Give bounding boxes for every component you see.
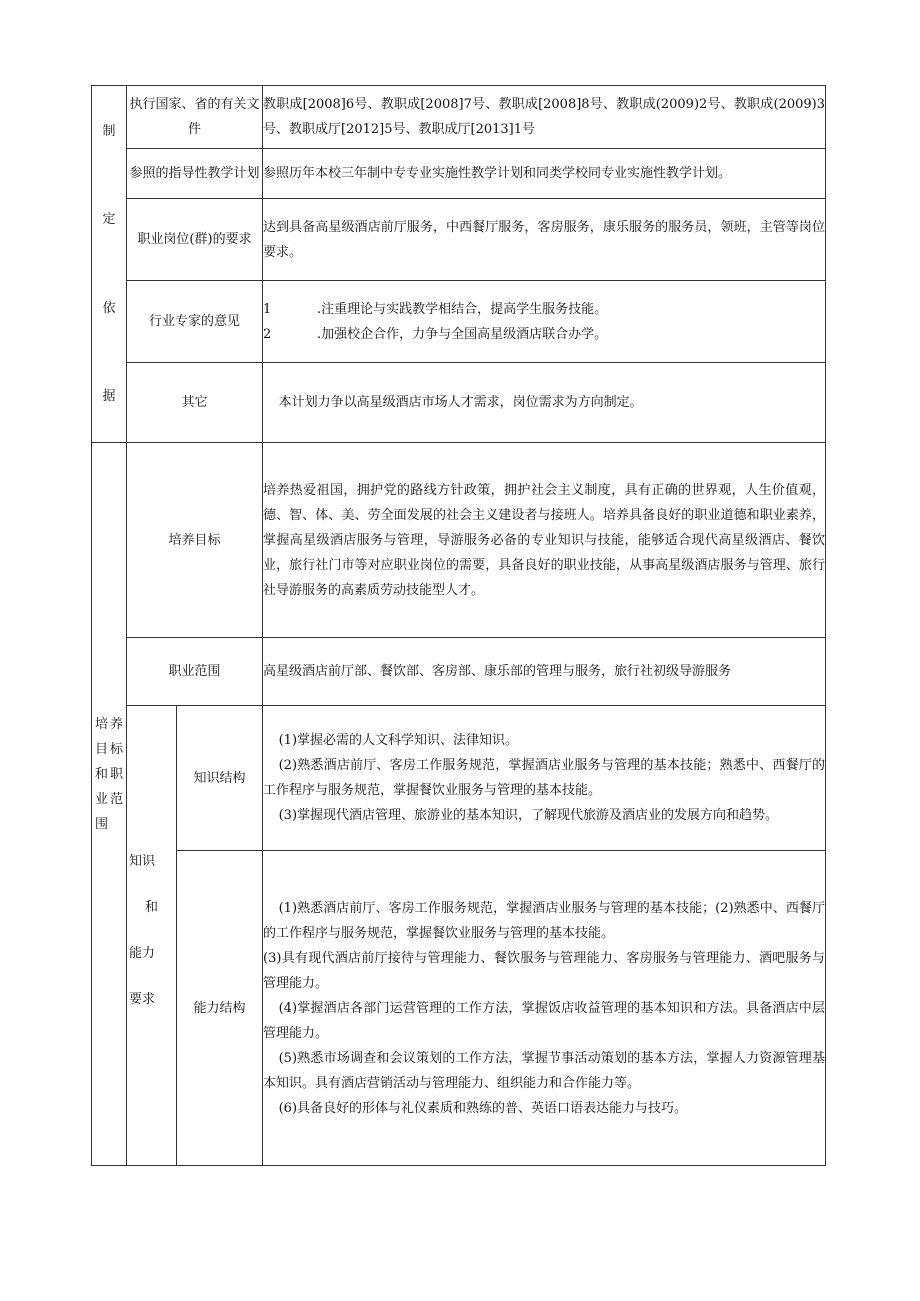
basis-row-other — [92, 363, 826, 443]
item-number: 1 — [263, 301, 272, 317]
content-expert-opinion — [263, 281, 826, 363]
other-text: 本计划力争以高星级酒店市场人才需求，岗位需求为方向制定。 — [278, 395, 643, 410]
content-training-goal: 培养热爱祖国，拥护党的路线方针政策，拥护社会主义制度，具有正确的世界观，人生价值观，德、智、体、美、劳全面发展的社会主义建设者与接班人。培养具备良好的职业道德和职业素养，掌握高星级酒店服务与管理，导游服务必备的专业知识与技能，能够适合现代高星级酒店、餐饮业，旅行社门市等对应职业岗位的需要，具备良好的职业技能，从事高星级酒店服务与管理、旅行社导游服务的高素质劳动技能型人才。 — [263, 443, 826, 638]
header-char: 培 — [94, 716, 108, 732]
goal-row — [92, 443, 826, 638]
label-job-requirements: 职业岗位(群)的要求 — [127, 199, 263, 281]
header-char: 和 — [94, 766, 108, 782]
ability-row — [92, 851, 826, 1166]
content-national-documents: 教职成[2008]6号、教职成[2008]7号、教职成[2008]8号、教职成(2009)2号、教职成(2009)3号、教职成厅[2012]5号、教职成厅[2013]1号 — [263, 86, 826, 149]
basis-row-expert-opinion — [92, 281, 826, 363]
ka-label-line: 知识 — [129, 853, 156, 869]
basis-row-reference-plan — [92, 149, 826, 199]
header-char: 围 — [94, 816, 108, 832]
content-other — [263, 363, 826, 443]
ability-item: (3)具有现代酒店前厅接待与管理能力、餐饮服务与管理能力、客房服务与管理能力、酒吧服务与管理能力。 — [263, 950, 826, 991]
header-char: 依 — [102, 300, 116, 316]
curriculum-table — [91, 85, 826, 1166]
knowledge-item: (3)掌握现代酒店管理、旅游业的基本知识，了解现代旅游及酒店业的发展方向和趋势。 — [278, 808, 779, 823]
basis-row-documents — [92, 86, 826, 149]
header-char: 目 — [94, 741, 108, 757]
label-knowledge-structure: 知识结构 — [177, 706, 263, 851]
ka-label-line: 能力 — [129, 945, 156, 961]
ka-label-line: 要求 — [129, 991, 156, 1007]
list-item — [263, 322, 825, 347]
item-text: .加强校企合作，力争与全国高星级酒店联合办学。 — [317, 326, 608, 342]
label-career-scope: 职业范围 — [127, 638, 263, 706]
header-char: 职 — [109, 766, 123, 782]
item-text: .注重理论与实践教学相结合，提高学生服务技能。 — [317, 301, 608, 317]
label-ability-structure: 能力结构 — [177, 851, 263, 1166]
content-knowledge-structure — [263, 706, 826, 851]
basis-row-job-requirements — [92, 199, 826, 281]
section-goal-header — [92, 443, 127, 1166]
section-basis-header — [92, 86, 127, 443]
label-reference-plan: 参照的指导性教学计划 — [127, 149, 263, 199]
knowledge-row — [92, 706, 826, 851]
header-char: 定 — [102, 212, 116, 228]
header-char: 业 — [94, 791, 108, 807]
header-char: 养 — [109, 716, 123, 732]
list-item — [263, 297, 825, 322]
knowledge-item: (2)熟悉酒店前厅、客房工作服务规范，掌握酒店业服务与管理的基本技能；熟悉中、西餐厅的工作程序与服务规范，掌握餐饮业服务与管理的基本技能。 — [263, 758, 826, 798]
ability-item: (1)熟悉酒店前厅、客房工作服务规范，掌握酒店业服务与管理的基本技能；(2)熟悉中、西餐厅的工作程序与服务规范，掌握餐饮业服务与管理的基本技能。 — [263, 900, 826, 941]
content-job-requirements: 达到具备高星级酒店前厅服务，中西餐厅服务，客房服务，康乐服务的服务员，领班，主管等岗位要求。 — [263, 199, 826, 281]
item-number: 2 — [263, 326, 272, 342]
scope-row — [92, 638, 826, 706]
label-expert-opinion: 行业专家的意见 — [127, 281, 263, 363]
content-career-scope: 高星级酒店前厅部、餐饮部、客房部、康乐部的管理与服务，旅行社初级导游服务 — [263, 638, 826, 706]
content-reference-plan: 参照历年本校三年制中专专业实施性教学计划和同类学校同专业实施性教学计划。 — [263, 149, 826, 199]
content-ability-structure — [263, 851, 826, 1166]
header-char: 据 — [102, 389, 116, 405]
label-knowledge-ability — [127, 706, 177, 1166]
ability-item: (5)熟悉市场调查和会议策划的工作方法，掌握节事活动策划的基本方法，掌握人力资源管理基本知识。具有酒店营销活动与管理能力、组织能力和合作能力等。 — [263, 1050, 826, 1091]
ability-item: (6)具备良好的形体与礼仪素质和熟练的普、英语口语表达能力与技巧。 — [278, 1100, 688, 1116]
knowledge-item: (1)掌握必需的人文科学知识、法律知识。 — [278, 733, 519, 748]
label-national-documents: 执行国家、省的有关文件 — [127, 86, 263, 149]
label-other: 其它 — [127, 363, 263, 443]
header-char: 标 — [109, 741, 123, 757]
header-char: 范 — [109, 791, 123, 807]
header-char: 制 — [102, 123, 116, 139]
ka-label-line: 和 — [144, 899, 158, 915]
ability-item: (4)掌握酒店各部门运营管理的工作方法，掌握饭店收益管理的基本知识和方法。具备酒店中层管理能力。 — [263, 1000, 826, 1041]
label-training-goal: 培养目标 — [127, 443, 263, 638]
